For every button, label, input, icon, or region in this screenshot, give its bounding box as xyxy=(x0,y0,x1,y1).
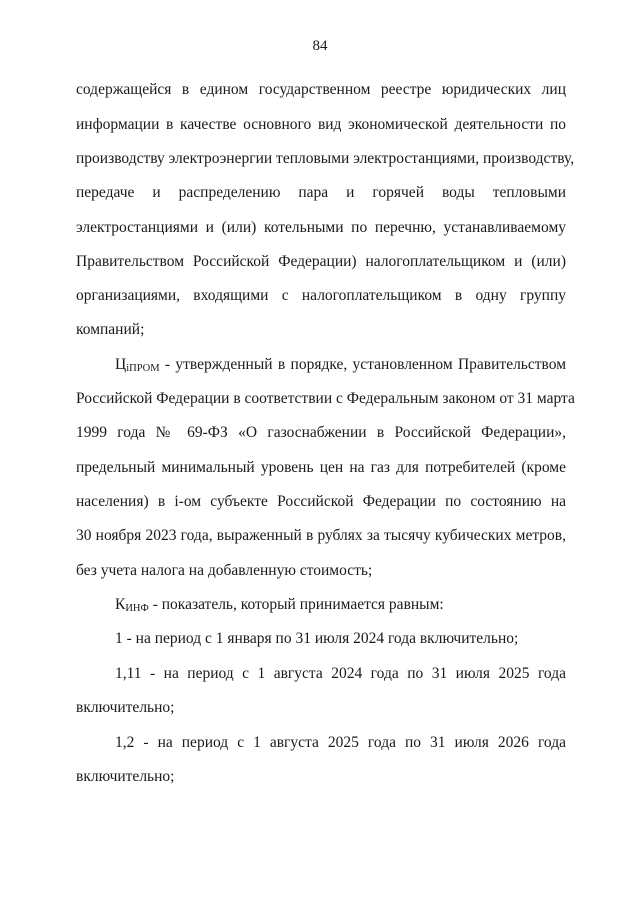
text-line: предельный минимальный уровень цен на газ для потребителей (кроме xyxy=(76,459,566,476)
text-line: информации в качестве основного вид экономической деятельности по xyxy=(76,116,566,133)
text-line: 1 - на период с 1 января по 31 июля 2024 года включительно; xyxy=(115,630,519,647)
text-line: электростанциями и (или) котельными по перечню, устанавливаемому xyxy=(76,219,566,236)
text-line: Российской Федерации в соответствии с Федеральным законом от 31 марта xyxy=(76,390,575,407)
text-line: 1999 года № 69-ФЗ «О газоснабжении в Российской Федерации», xyxy=(76,424,566,441)
text-line: передаче и распределению пара и горячей воды тепловыми xyxy=(76,184,566,201)
text-line: Правительством Российской Федерации) налогоплательщиком и (или) xyxy=(76,253,566,270)
text-line: 30 ноября 2023 года, выраженный в рублях за тысячу кубических метров, xyxy=(76,527,566,544)
text-line: включительно; xyxy=(76,699,175,716)
text-line-formula-c: $Ц_{iПРОМ}$ - утвержденный в порядке, установленном Правительством xyxy=(115,356,567,374)
text-line: компаний; xyxy=(76,321,145,338)
page-number: 84 xyxy=(312,38,328,54)
text-line-formula-k: $К_{ИНФ}$ - показатель, который принимается равным: xyxy=(115,596,444,614)
text-line: без учета налога на добавленную стоимость; xyxy=(76,562,373,579)
symbol-c-prom: $Ц_{iПРОМ}$ xyxy=(115,356,160,374)
symbol-k-inf: $К_{ИНФ}$ xyxy=(115,596,149,614)
text-line: 1,11 - на период с 1 августа 2024 года по 31 июля 2025 года xyxy=(115,665,566,682)
text-line: 1,2 - на период с 1 августа 2025 года по 31 июля 2026 года xyxy=(115,734,566,751)
text-line: организациями, входящими с налогоплательщиком в одну группу xyxy=(76,287,566,304)
text-line: населения) в i-ом субъекте Российской Федерации по состоянию на xyxy=(76,493,566,510)
text-line: включительно; xyxy=(76,768,175,785)
text-line: содержащейся в едином государственном реестре юридических лиц xyxy=(76,81,566,98)
text-line: производству электроэнергии тепловыми электростанциями, производству, xyxy=(76,150,575,167)
